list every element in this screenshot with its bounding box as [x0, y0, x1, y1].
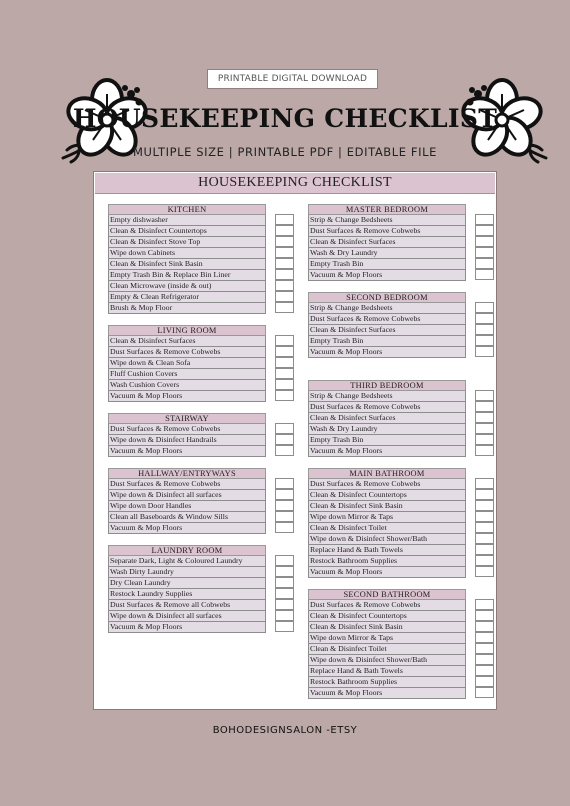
- checklist-row: [308, 446, 498, 457]
- section-heading: LAUNDRY ROOM: [108, 545, 266, 556]
- checkbox[interactable]: [275, 225, 294, 236]
- checklist-item-label: Separate Dark, Light & Coloured Laundry: [108, 556, 266, 567]
- checklist-item-label: Empty & Clean Refrigerator: [108, 292, 266, 303]
- checkbox[interactable]: [475, 489, 494, 500]
- checklist-item-label: Vacuum & Mop Floors: [108, 446, 266, 457]
- checklist-item-label: Dust Surfaces & Remove Cobwebs: [308, 402, 466, 413]
- section-kitchen: [108, 204, 298, 314]
- checklist-item-label: Clean Microwave (inside & out): [108, 281, 266, 292]
- checklist-row: [308, 314, 498, 325]
- checklist-row: [108, 446, 298, 457]
- checklist-item-label: Restock Bathroom Supplies: [308, 556, 466, 567]
- checklist-item-label: Replace Hand & Bath Towels: [308, 666, 466, 677]
- checklist-row: [108, 578, 298, 589]
- checklist-row: [308, 600, 498, 611]
- checklist-item-label: Dust Surfaces & Remove Cobwebs: [308, 479, 466, 490]
- section-heading: HALLWAY/ENTRYWAYS: [108, 468, 266, 479]
- checklist-row: [308, 655, 498, 666]
- checklist-item-label: Empty dishwasher: [108, 215, 266, 226]
- checkbox[interactable]: [475, 401, 494, 412]
- checkbox[interactable]: [475, 445, 494, 456]
- checklist-item-label: Restock Bathroom Supplies: [308, 677, 466, 688]
- checkbox[interactable]: [275, 258, 294, 269]
- checklist-row: [308, 402, 498, 413]
- checklist-item-label: Empty Trash Bin: [308, 336, 466, 347]
- checklist-item-label: Clean & Disinfect Countertops: [308, 611, 466, 622]
- section-master-bedroom: [308, 204, 498, 281]
- checklist-row: [308, 523, 498, 534]
- checklist-row: [308, 325, 498, 336]
- checklist-sheet: [93, 171, 497, 710]
- checkbox[interactable]: [475, 632, 494, 643]
- checklist-row: [108, 259, 298, 270]
- checklist-item-label: Dust Surfaces & Remove Cobwebs: [108, 479, 266, 490]
- checklist-item-label: Vacuum & Mop Floors: [308, 270, 466, 281]
- checkbox[interactable]: [475, 390, 494, 401]
- checklist-item-label: Fluff Cushion Covers: [108, 369, 266, 380]
- section-heading: MAIN BATHROOM: [308, 468, 466, 479]
- checklist-row: [108, 435, 298, 446]
- section-heading: MASTER BEDROOM: [308, 204, 466, 215]
- checkbox[interactable]: [475, 225, 494, 236]
- checklist-row: [308, 347, 498, 358]
- checklist-row: [308, 237, 498, 248]
- checklist-item-label: Clean & Disinfect Surfaces: [308, 413, 466, 424]
- checklist-row: [308, 556, 498, 567]
- checklist-item-label: Wipe down & Disinfect all surfaces: [108, 490, 266, 501]
- checkbox[interactable]: [475, 687, 494, 698]
- checkbox[interactable]: [475, 247, 494, 258]
- checkbox[interactable]: [275, 379, 294, 390]
- checklist-item-label: Clean & Disinfect Toilet: [308, 523, 466, 534]
- checklist-row: [108, 281, 298, 292]
- checklist-item-label: Clean & Disinfect Sink Basin: [308, 501, 466, 512]
- checkbox[interactable]: [275, 511, 294, 522]
- section-heading: THIRD BEDROOM: [308, 380, 466, 391]
- checklist-item-label: Clean all Baseboards & Window Sills: [108, 512, 266, 523]
- checklist-row: [108, 501, 298, 512]
- checklist-row: [308, 226, 498, 237]
- checklist-row: [308, 644, 498, 655]
- checklist-item-label: Dust Surfaces & Remove Cobwebs: [308, 600, 466, 611]
- checklist-row: [108, 369, 298, 380]
- checkbox[interactable]: [275, 555, 294, 566]
- checklist-row: [108, 611, 298, 622]
- checklist-item-label: Vacuum & Mop Floors: [308, 567, 466, 578]
- checklist-row: [308, 622, 498, 633]
- checkbox[interactable]: [475, 478, 494, 489]
- checklist-row: [308, 490, 498, 501]
- checklist-item-label: Empty Trash Bin: [308, 259, 466, 270]
- checkbox[interactable]: [275, 390, 294, 401]
- checklist-item-label: Wipe down Mirror & Taps: [308, 633, 466, 644]
- checklist-item-label: Clean & Disinfect Surfaces: [308, 237, 466, 248]
- checkbox[interactable]: [275, 445, 294, 456]
- checkbox[interactable]: [475, 335, 494, 346]
- checklist-item-label: Wipe down Door Handles: [108, 501, 266, 512]
- checkbox[interactable]: [275, 577, 294, 588]
- checkbox[interactable]: [275, 434, 294, 445]
- checkbox[interactable]: [275, 302, 294, 313]
- checklist-item-label: Clean & Disinfect Countertops: [108, 226, 266, 237]
- checklist-row: [308, 215, 498, 226]
- checklist-item-label: Wipe down & Disinfect Shower/Bath: [308, 534, 466, 545]
- checklist-item-label: Dust Surfaces & Remove all Cobwebs: [108, 600, 266, 611]
- printable-download-badge: PRINTABLE DIGITAL DOWNLOAD: [207, 69, 378, 89]
- checkbox[interactable]: [475, 643, 494, 654]
- checkbox[interactable]: [275, 423, 294, 434]
- checklist-item-label: Empty Trash Bin & Replace Bin Liner: [108, 270, 266, 281]
- page-subtitle: MULTIPLE SIZE | PRINTABLE PDF | EDITABLE FILE: [133, 145, 437, 159]
- section-second-bedroom: [308, 292, 498, 358]
- checkbox[interactable]: [275, 566, 294, 577]
- checkbox[interactable]: [475, 324, 494, 335]
- checklist-item-label: Wipe down & Disinfect Shower/Bath: [308, 655, 466, 666]
- checkbox[interactable]: [475, 434, 494, 445]
- checkbox[interactable]: [475, 522, 494, 533]
- checkbox[interactable]: [475, 302, 494, 313]
- checklist-item-label: Vacuum & Mop Floors: [108, 391, 266, 402]
- checkbox[interactable]: [475, 214, 494, 225]
- checkbox[interactable]: [275, 368, 294, 379]
- checklist-row: [308, 501, 498, 512]
- checklist-row: [108, 589, 298, 600]
- checklist-row: [108, 424, 298, 435]
- checkbox[interactable]: [275, 236, 294, 247]
- checklist-item-label: Clean & Disinfect Countertops: [308, 490, 466, 501]
- checklist-row: [308, 413, 498, 424]
- checklist-row: [108, 380, 298, 391]
- checklist-item-label: Dry Clean Laundry: [108, 578, 266, 589]
- checklist-row: [308, 435, 498, 446]
- checklist-row: [308, 611, 498, 622]
- checkbox[interactable]: [475, 621, 494, 632]
- checkbox[interactable]: [475, 269, 494, 280]
- checklist-row: [108, 292, 298, 303]
- checkbox[interactable]: [275, 588, 294, 599]
- checkbox[interactable]: [475, 313, 494, 324]
- checklist-row: [108, 490, 298, 501]
- checklist-item-label: Strip & Change Bedsheets: [308, 303, 466, 314]
- checklist-row: [308, 479, 498, 490]
- checkbox[interactable]: [275, 522, 294, 533]
- checklist-item-label: Clean & Disinfect Sink Basin: [108, 259, 266, 270]
- checklist-row: [308, 633, 498, 644]
- checkbox[interactable]: [475, 665, 494, 676]
- checkbox[interactable]: [275, 247, 294, 258]
- page-title: HOUSEKEEPING CHECKLIST: [72, 104, 498, 133]
- checklist-item-label: Wash Cushion Covers: [108, 380, 266, 391]
- checklist-item-label: Wipe down Cabinets: [108, 248, 266, 259]
- checklist-item-label: Wipe down & Clean Sofa: [108, 358, 266, 369]
- checkbox[interactable]: [475, 533, 494, 544]
- checklist-item-label: Strip & Change Bedsheets: [308, 215, 466, 226]
- checklist-row: [108, 622, 298, 633]
- checklist-item-label: Wipe down & Disinfect Handrails: [108, 435, 266, 446]
- checklist-row: [308, 424, 498, 435]
- checklist-item-label: Empty Trash Bin: [308, 435, 466, 446]
- checkbox[interactable]: [275, 478, 294, 489]
- checkbox[interactable]: [475, 676, 494, 687]
- section-heading: STAIRWAY: [108, 413, 266, 424]
- checklist-row: [308, 248, 498, 259]
- checkbox[interactable]: [475, 654, 494, 665]
- checklist-row: [108, 248, 298, 259]
- checkbox[interactable]: [275, 621, 294, 632]
- checklist-item-label: Wash & Dry Laundry: [308, 248, 466, 259]
- checkbox[interactable]: [475, 346, 494, 357]
- checklist-row: [308, 567, 498, 578]
- checkbox[interactable]: [275, 269, 294, 280]
- checklist-row: [108, 600, 298, 611]
- section-second-bathroom: [308, 589, 498, 699]
- checklist-item-label: Dust Surfaces & Remove Cobwebs: [308, 226, 466, 237]
- checklist-item-label: Wipe down & Disinfect all surfaces: [108, 611, 266, 622]
- checkbox[interactable]: [475, 566, 494, 577]
- footer-credit: BOHODESIGNSALON -ETSY: [212, 725, 358, 736]
- checklist-item-label: Wipe down Mirror & Taps: [308, 512, 466, 523]
- checklist-row: [108, 270, 298, 281]
- checkbox[interactable]: [275, 346, 294, 357]
- checklist-item-label: Clean & Disinfect Sink Basin: [308, 622, 466, 633]
- checklist-item-label: Clean & Disinfect Toilet: [308, 644, 466, 655]
- section-heading: LIVING ROOM: [108, 325, 266, 336]
- section-hallway-entryways: [108, 468, 298, 534]
- checkbox[interactable]: [475, 236, 494, 247]
- sheet-title: HOUSEKEEPING CHECKLIST: [95, 173, 495, 194]
- section-main-bathroom: [308, 468, 498, 578]
- checkbox[interactable]: [275, 599, 294, 610]
- checklist-row: [108, 479, 298, 490]
- checkbox[interactable]: [475, 544, 494, 555]
- checklist-row: [308, 666, 498, 677]
- checklist-row: [108, 391, 298, 402]
- checklist-row: [108, 523, 298, 534]
- checklist-row: [308, 391, 498, 402]
- checklist-item-label: Dust Surfaces & Remove Cobwebs: [308, 314, 466, 325]
- checkbox[interactable]: [275, 280, 294, 291]
- checklist-item-label: Dust Surfaces & Remove Cobwebs: [108, 347, 266, 358]
- section-third-bedroom: [308, 380, 498, 457]
- checkbox[interactable]: [475, 258, 494, 269]
- checklist-item-label: Clean & Disinfect Surfaces: [308, 325, 466, 336]
- checklist-item-label: Vacuum & Mop Floors: [108, 523, 266, 534]
- checklist-item-label: Wash & Dry Laundry: [308, 424, 466, 435]
- checkbox[interactable]: [475, 423, 494, 434]
- checklist-row: [308, 259, 498, 270]
- checkbox[interactable]: [275, 291, 294, 302]
- checklist-item-label: Restock Laundry Supplies: [108, 589, 266, 600]
- checklist-row: [308, 336, 498, 347]
- checklist-row: [108, 215, 298, 226]
- checklist-item-label: Clean & Disinfect Surfaces: [108, 336, 266, 347]
- checklist-item-label: Brush & Mop Floor: [108, 303, 266, 314]
- section-laundry-room: [108, 545, 298, 633]
- checklist-item-label: Replace Hand & Bath Towels: [308, 545, 466, 556]
- checklist-row: [108, 358, 298, 369]
- checklist-row: [308, 545, 498, 556]
- section-stairway: [108, 413, 298, 457]
- checklist-row: [308, 677, 498, 688]
- section-heading: SECOND BEDROOM: [308, 292, 466, 303]
- checkbox[interactable]: [275, 335, 294, 346]
- section-heading: SECOND BATHROOM: [308, 589, 466, 600]
- checkbox[interactable]: [475, 555, 494, 566]
- checkbox[interactable]: [275, 500, 294, 511]
- checkbox[interactable]: [475, 511, 494, 522]
- checklist-row: [308, 270, 498, 281]
- checkbox[interactable]: [275, 610, 294, 621]
- checklist-row: [108, 336, 298, 347]
- checklist-item-label: Vacuum & Mop Floors: [108, 622, 266, 633]
- checklist-row: [108, 556, 298, 567]
- checklist-row: [108, 303, 298, 314]
- checklist-row: [108, 226, 298, 237]
- checkbox[interactable]: [275, 489, 294, 500]
- section-heading: KITCHEN: [108, 204, 266, 215]
- checklist-item-label: Dust Surfaces & Remove Cobwebs: [108, 424, 266, 435]
- checklist-row: [308, 688, 498, 699]
- checklist-row: [308, 303, 498, 314]
- checkbox[interactable]: [475, 412, 494, 423]
- checklist-item-label: Vacuum & Mop Floors: [308, 688, 466, 699]
- checklist-row: [308, 534, 498, 545]
- checkbox[interactable]: [475, 610, 494, 621]
- checklist-item-label: Vacuum & Mop Floors: [308, 347, 466, 358]
- section-living-room: [108, 325, 298, 402]
- checklist-row: [108, 347, 298, 358]
- checklist-item-label: Wash Dirty Laundry: [108, 567, 266, 578]
- checklist-item-label: Clean & Disinfect Stove Top: [108, 237, 266, 248]
- checklist-row: [108, 567, 298, 578]
- checkbox[interactable]: [475, 500, 494, 511]
- checklist-row: [108, 512, 298, 523]
- checkbox[interactable]: [475, 599, 494, 610]
- checkbox[interactable]: [275, 357, 294, 368]
- checkbox[interactable]: [275, 214, 294, 225]
- checklist-item-label: Vacuum & Mop Floors: [308, 446, 466, 457]
- checklist-item-label: Strip & Change Bedsheets: [308, 391, 466, 402]
- checklist-row: [308, 512, 498, 523]
- checklist-row: [108, 237, 298, 248]
